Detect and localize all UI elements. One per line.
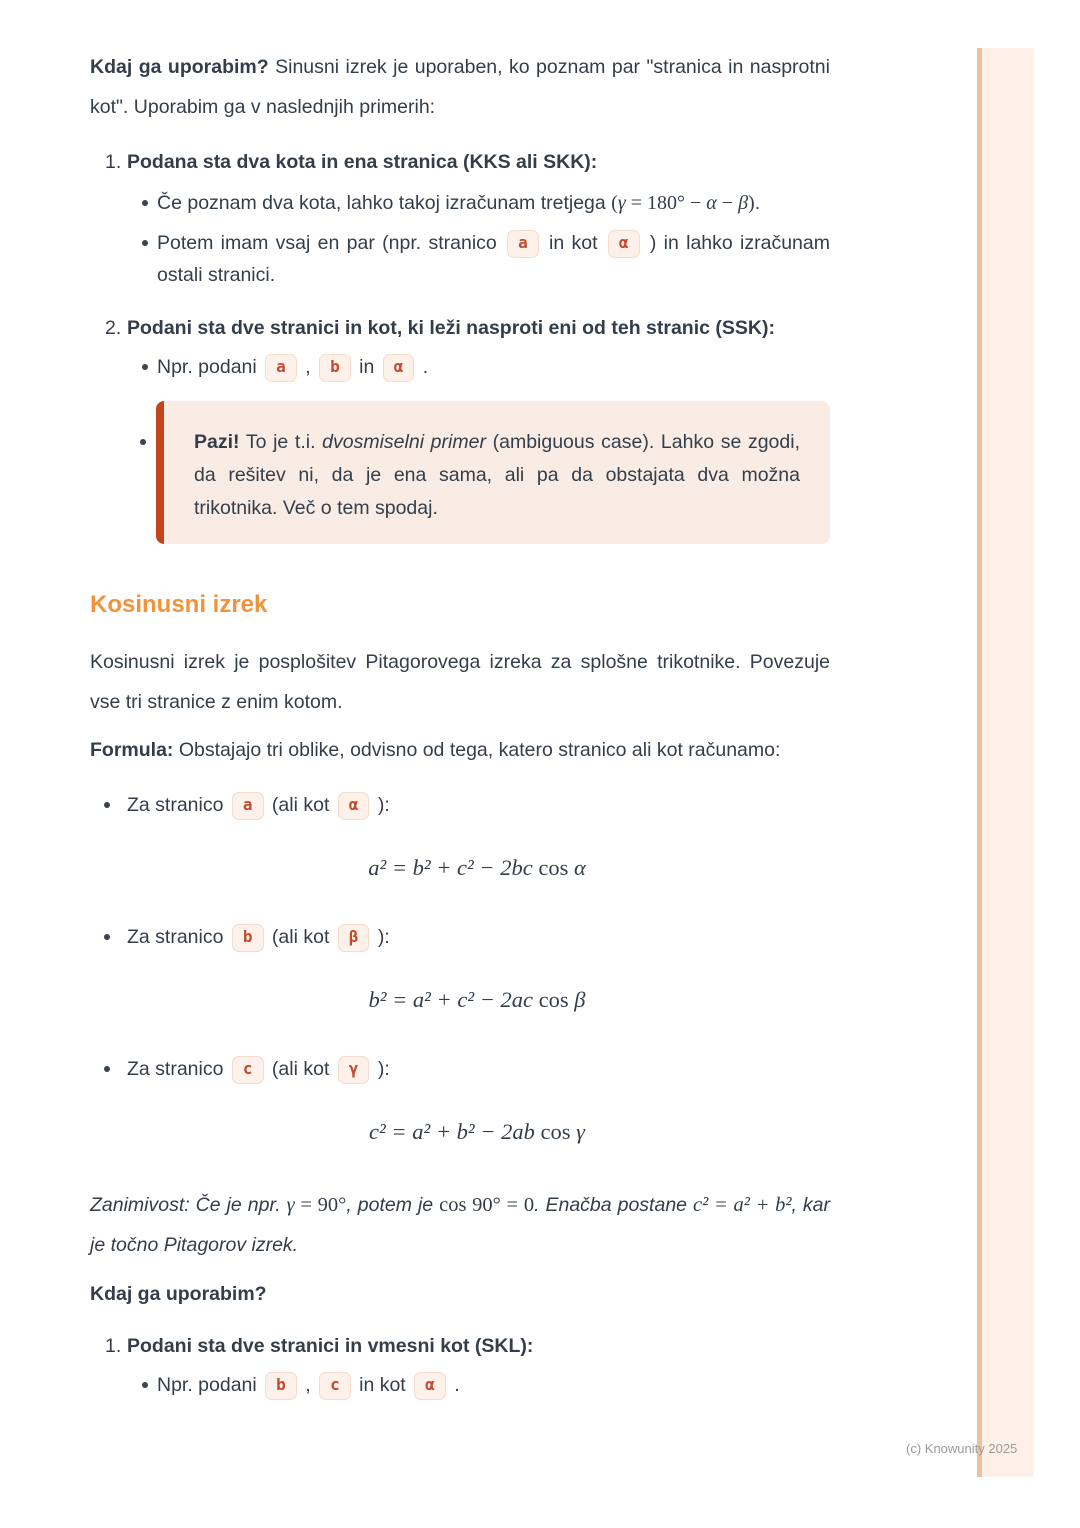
side-c-chip: c	[319, 1372, 351, 1400]
math-minus: −	[716, 192, 739, 214]
note-text: Zanimivost: Če je npr.	[90, 1194, 287, 1216]
bullet-text: Potem imam vsaj en par (npr. stranico	[157, 232, 505, 254]
cosine-case1-title: Podani sta dve stranici in vmesni kot (SKL):	[127, 1335, 534, 1357]
angle-gamma-chip: γ	[338, 1056, 370, 1084]
cosine-case1-number: 1.	[105, 1335, 122, 1357]
bullet-text: Za stranico	[127, 926, 229, 948]
bullet-text: Npr. podani	[157, 1374, 263, 1396]
watermark: (c) Knowunity 2025	[906, 1441, 1018, 1456]
warning-label: Pazi!	[194, 431, 240, 453]
cosine-variant-c-bullet	[90, 1051, 830, 1087]
sinus-case1-bullet2	[90, 227, 830, 291]
callout-bullet-row	[90, 401, 830, 544]
bullet-text-end: .	[448, 1374, 460, 1396]
bullet-text-end: .	[754, 192, 761, 214]
bullet-text: in kot	[353, 1374, 412, 1396]
formula-expression: a² = b² + c² − 2bc	[368, 855, 533, 880]
sinus-case1-number: 1.	[105, 151, 122, 173]
side-a-chip: a	[232, 792, 264, 820]
bullet-text: Če poznam dva kota, lahko takoj izračunam tretjega	[157, 192, 612, 214]
bullet-text: Npr. podani	[157, 356, 263, 378]
cosine-formula-a	[90, 851, 830, 885]
cosine-case1-heading	[90, 1331, 830, 1361]
sinus-usage-label: Kdaj ga uporabim?	[90, 56, 269, 78]
bullet-text: in kot	[541, 232, 605, 254]
side-b-chip: b	[319, 354, 351, 382]
formula-angle: γ	[576, 1119, 585, 1144]
angle-alpha-chip: α	[338, 792, 370, 820]
angle-alpha-chip: α	[608, 230, 640, 258]
math-beta: β	[738, 192, 749, 214]
formula-text: Obstajajo tri oblike, odvisno od tega, katero stranico ali kot računamo:	[173, 739, 781, 761]
bullet-text-end: ):	[372, 794, 390, 816]
bullet-text: (ali kot	[266, 794, 335, 816]
bullet-text: ,	[299, 1374, 317, 1396]
sinus-case2-heading	[90, 313, 830, 343]
warning-text: To je t.i.	[239, 431, 323, 453]
cosine-intro-paragraph: Kosinusni izrek je posplošitev Pitagorovega izreka za splošne trikotnike. Povezuje vse tri stranice z enim kotom.	[90, 651, 830, 713]
math-90deg: = 90°	[294, 1194, 347, 1216]
cosine-usage-heading: Kdaj ga uporabim?	[90, 1283, 267, 1305]
sinus-case2-number: 2.	[105, 317, 122, 339]
math-cos90: cos 90° = 0	[439, 1194, 535, 1216]
warning-callout	[156, 401, 830, 544]
sinus-usage-paragraph	[90, 47, 830, 127]
side-c-chip: c	[232, 1056, 264, 1084]
math-equals-180: = 180° −	[625, 192, 707, 214]
cosine-section-heading: Kosinusni izrek	[90, 591, 268, 618]
cosine-formula-b	[90, 983, 830, 1017]
math-paren-close: )	[748, 192, 755, 214]
math-gamma: γ	[286, 1194, 295, 1216]
formula-cos: cos	[532, 855, 574, 880]
side-b-chip: b	[232, 924, 264, 952]
sinus-case1-title: Podana sta dva kota in ena stranica (KKS ali SKK):	[127, 151, 598, 173]
math-paren: (	[611, 192, 618, 214]
formula-cos: cos	[534, 1119, 577, 1144]
angle-alpha-chip: α	[414, 1372, 446, 1400]
bullet-text: Za stranico	[127, 794, 229, 816]
math-pythagoras: c² = a² + b²	[693, 1194, 792, 1216]
math-gamma: γ	[617, 192, 626, 214]
formula-label: Formula:	[90, 739, 174, 761]
bullet-text: ,	[299, 356, 317, 378]
sinus-usage-text: Sinusni izrek je uporaben, ko poznam par "stranica in nasprotni kot". Uporabim ga v naslednjih primerih:	[90, 56, 830, 118]
bullet-text: in	[353, 356, 380, 378]
note-text: . Enačba postane	[534, 1194, 693, 1216]
sinus-case1-heading	[90, 147, 830, 177]
bullet-text: (ali kot	[266, 926, 335, 948]
side-a-chip: a	[265, 354, 297, 382]
cosine-variant-b-bullet	[90, 919, 830, 955]
angle-alpha-chip: α	[383, 354, 415, 382]
sinus-case2-title: Podani sta dve stranici in kot, ki leži nasproti eni od teh stranic (SSK):	[127, 317, 775, 339]
cosine-case1-bullet1	[90, 1369, 830, 1401]
angle-beta-chip: β	[338, 924, 370, 952]
bullet-text-end: ):	[372, 926, 390, 948]
cosine-formula-paragraph	[90, 735, 830, 765]
sinus-case1-bullet1	[90, 187, 830, 219]
formula-angle: α	[573, 855, 586, 880]
formula-cos: cos	[533, 987, 575, 1012]
formula-expression: b² = a² + c² − 2ac	[368, 987, 534, 1012]
warning-text: (ambiguous case). Lahko se zgodi, da rešitev ni, da je ena sama, ali pa da obstajata dva možna trikotnika. Več o tem spodaj.	[194, 431, 800, 519]
cosine-variant-a-bullet	[90, 787, 830, 823]
bullet-text-end: .	[417, 356, 429, 378]
note-text: , potem je	[346, 1194, 440, 1216]
formula-angle: β	[574, 987, 586, 1012]
side-b-chip: b	[265, 1372, 297, 1400]
document-body	[90, 0, 830, 1401]
sinus-case2-bullet1	[90, 351, 830, 383]
bullet-text-end: ):	[372, 1058, 390, 1080]
note-text: , kar je točno Pitagorov izrek.	[90, 1194, 830, 1256]
bullet-text: ) in lahko izračunam ostali stranici.	[157, 232, 830, 286]
math-alpha: α	[706, 192, 717, 214]
bullet-text: (ali kot	[266, 1058, 335, 1080]
cosine-formula-c	[90, 1115, 830, 1149]
bullet-text: Za stranico	[127, 1058, 229, 1080]
page-margin-strip	[977, 48, 1033, 1477]
warning-term: dvosmiselni primer	[322, 431, 486, 453]
side-a-chip: a	[507, 230, 539, 258]
formula-expression: c² = a² + b² − 2ab	[369, 1119, 535, 1144]
fun-fact-paragraph	[90, 1185, 830, 1265]
